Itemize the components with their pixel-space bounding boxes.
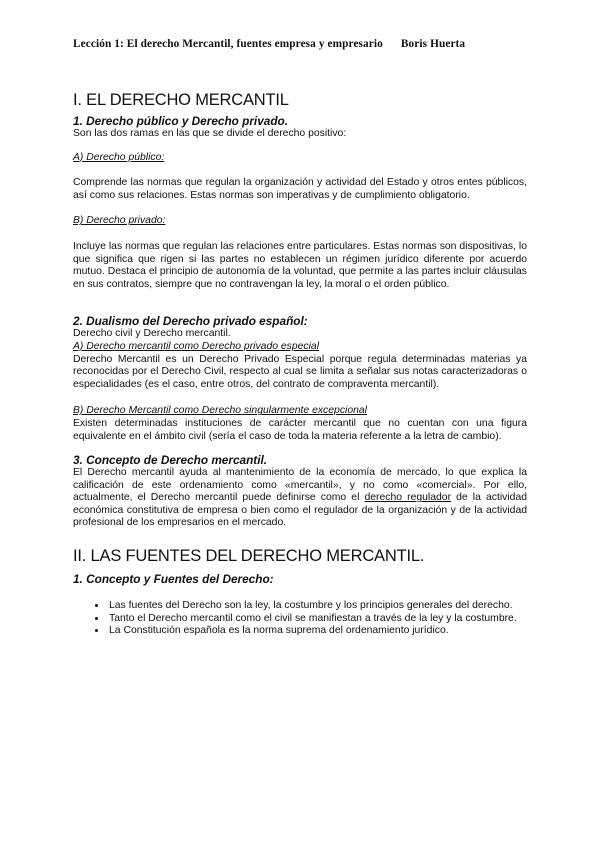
page-header — [73, 38, 533, 50]
exceptional-law-label: B) Derecho Mercantil como Derecho singularmente excepcional — [73, 405, 367, 417]
public-law-text: Comprende las normas que regulan la organización y actividad del Estado y otros entes públicos, así como sus relaciones. Estas normas son imperativas y de cumplimiento obligatorio. — [73, 177, 527, 201]
private-law-label: B) Derecho privado: — [73, 215, 166, 227]
special-private-law-text: Derecho Mercantil es un Derecho Privado Especial porque regula determinadas materias ya reconocidas por el Derecho Civil, respecto al cual se limita a señalar sus notas caracterizadoras o especialidades (es el caso, entre otros, del contrato de compraventa mercantil). — [73, 353, 527, 390]
section-1-1-intro: Son las dos ramas en las que se divide el derecho positivo: — [73, 128, 347, 139]
list-item: • La Constitución española es la norma suprema del ordenamiento jurídico. — [107, 625, 527, 638]
list-item: • Tanto el Derecho mercantil como el civil se manifiestan a través de la ley y la costumbre. — [107, 613, 527, 626]
concept-text-part-1: El Derecho mercantil ayuda al mantenimiento de la economía de mercado, lo que explica la calificación de este ordenamiento como «mercantil», y no como «comercial». Por ello, actualmente, el Derecho mercantil puede definirse como el — [73, 467, 527, 504]
section-2-title: II. LAS FUENTES DEL DERECHO MERCANTIL. — [73, 547, 425, 566]
section-1-3-heading: 3. Concepto de Derecho mercantil. — [73, 453, 268, 468]
sources-bullet-list — [73, 600, 527, 638]
section-1-title: I. EL DERECHO MERCANTIL — [73, 91, 289, 109]
header-author: Boris Huerta — [400, 38, 466, 50]
document-body — [73, 90, 527, 638]
concept-text-underlined: derecho regulador — [364, 492, 452, 504]
concept-text-part-2: de la actividad económica constitutiva de empresa o bien como el regulador de la organización y de la actividad profesional de los empresarios en el mercado. — [73, 492, 528, 529]
private-law-text: Incluye las normas que regulan las relaciones entre particulares. Estas normas son dispositivas, lo que significa que rigen si las partes no establecen un régimen jurídico diferente por acuerdo mutuo. Destaca el principio de autonomía de la voluntad, que permite a las partes incluir cláusulas en sus contratos, siempre que no contravengan la ley, la moral o el orden público. — [73, 240, 527, 290]
list-item: • Las fuentes del Derecho son la ley, la costumbre y los principios generales del derecho. — [107, 600, 527, 613]
section-1-1-heading: 1. Derecho público y Derecho privado. — [73, 114, 289, 128]
exceptional-law-text: Existen determinadas instituciones de carácter mercantil que no cuentan con una figura equivalente en el ámbito civil (sería el caso de toda la materia referente a la letra de cambio). — [73, 417, 527, 442]
section-1-2-intro: Derecho civil y Derecho mercantil. — [73, 328, 231, 340]
section-2-1-heading: 1. Concepto y Fuentes del Derecho: — [73, 572, 274, 587]
public-law-label: A) Derecho público: — [73, 151, 165, 163]
header-title: Lección 1: El derecho Mercantil, fuentes empresa y empresario — [73, 38, 383, 50]
mercantile-law-concept-text — [73, 467, 527, 530]
special-private-law-label: A) Derecho mercantil como Derecho privado especial — [73, 340, 320, 352]
section-1-2-heading: 2. Dualismo del Derecho privado español: — [73, 314, 308, 329]
